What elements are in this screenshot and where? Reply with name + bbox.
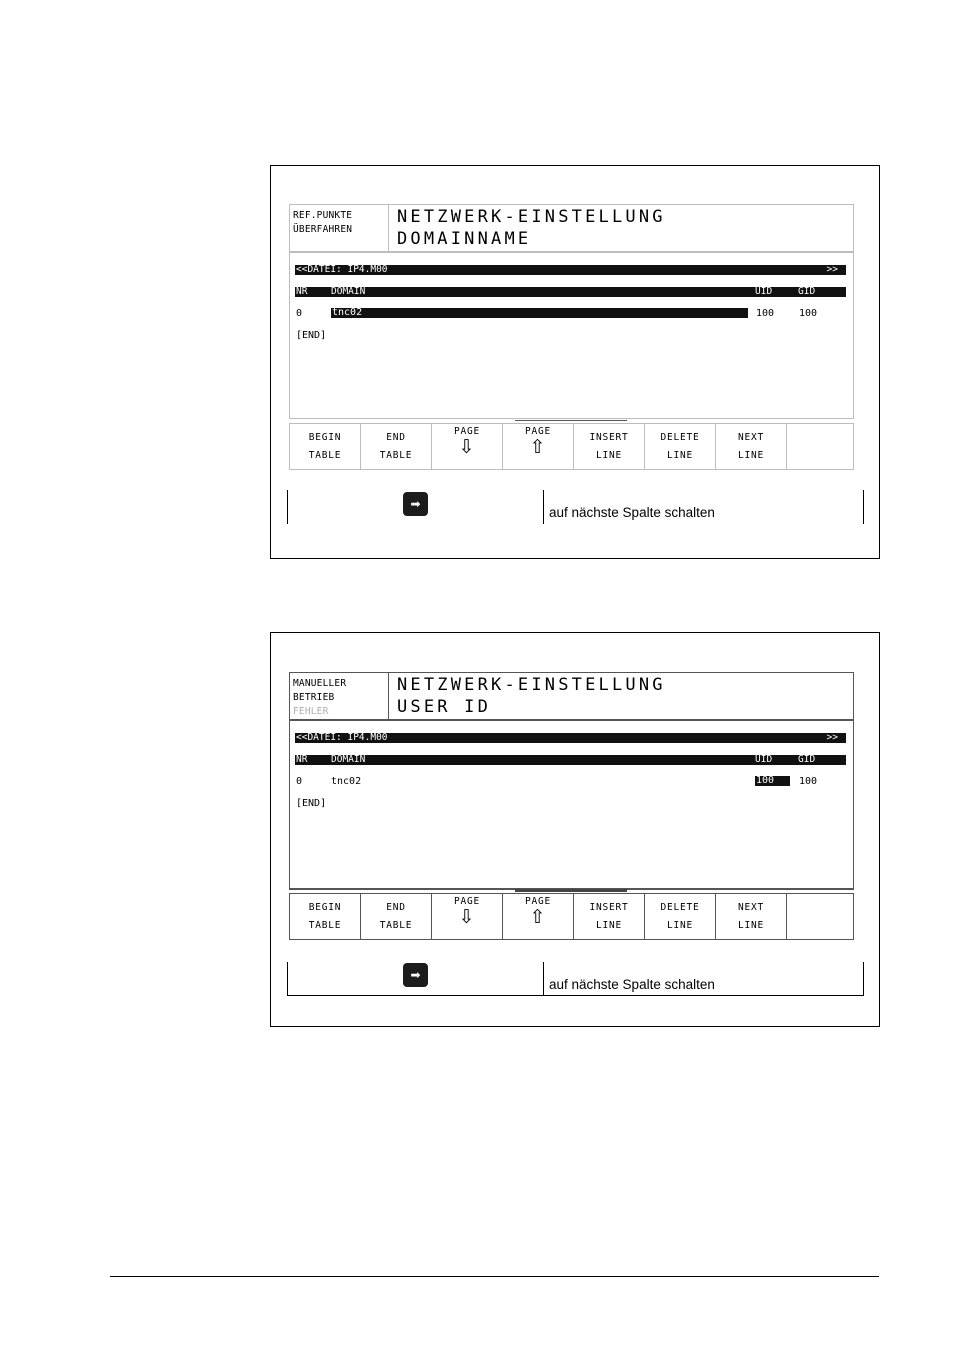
end-marker: [END] [296,330,327,341]
softkey-label: LINE [666,920,694,931]
arrow-right-key-icon: ➡ [403,492,428,516]
softkey-label: TABLE [308,920,342,931]
softkey-label: TABLE [379,450,413,461]
screen-header [289,204,854,252]
arrow-down-icon: ⇩ [458,906,476,928]
softkey-label: LINE [666,450,694,461]
softkey-label: LINE [737,450,765,461]
screen-title [397,206,666,250]
tnc-screen [289,672,853,940]
col-gid: GID [798,754,816,765]
softkey-end-table[interactable] [361,894,432,939]
softkey-delete-line[interactable] [645,424,716,469]
arrow-down-icon: ⇩ [458,436,476,458]
title-line: USER ID [397,697,492,717]
softkey-delete-line[interactable] [645,894,716,939]
softkey-begin-table[interactable] [290,424,361,469]
file-bar [295,733,846,743]
softkey-row [289,893,854,940]
cell-gid[interactable]: 100 [799,308,818,319]
softkey-label: BEGIN [308,902,342,913]
softkey-label: DELETE [660,902,700,913]
mode-line: REF.PUNKTE [293,210,353,221]
column-header-bar [295,287,846,297]
softkey-label: BEGIN [308,432,342,443]
cell-domain[interactable]: tnc02 [331,776,362,787]
cell-uid[interactable]: 100 [756,308,775,319]
col-uid: UID [755,754,773,765]
softkey-empty[interactable] [787,424,853,469]
softkey-label: NEXT [737,432,765,443]
softkey-row [289,423,854,470]
softkey-label: PAGE [453,896,481,907]
softkey-page-down[interactable] [432,424,503,469]
softkey-end-table[interactable] [361,424,432,469]
help-row [287,490,863,524]
table-area [289,252,854,419]
col-uid: UID [755,286,773,297]
softkey-label: LINE [595,920,623,931]
end-marker: [END] [296,798,327,809]
cell-domain-selected[interactable]: tnc02 [331,308,748,318]
title-line: NETZWERK-EINSTELLUNG [397,675,666,695]
help-text: auf nächste Spalte schalten [549,505,715,520]
file-bar [295,265,846,275]
softkey-page-up[interactable] [503,894,574,939]
softkey-label: PAGE [453,426,481,437]
col-domain: DOMAIN [331,286,366,297]
col-gid: GID [798,286,816,297]
softkey-label: LINE [595,450,623,461]
scroll-right-indicator[interactable]: >> [826,732,838,743]
softkey-label: INSERT [589,902,629,913]
softkey-label: LINE [737,920,765,931]
mode-line: ÜBERFAHREN [293,224,353,235]
softkey-begin-table[interactable] [290,894,361,939]
softkey-label: END [386,432,406,443]
title-line: NETZWERK-EINSTELLUNG [397,207,666,227]
softkey-label: PAGE [524,426,552,437]
screen-header [289,672,854,720]
cell-gid[interactable]: 100 [799,776,818,787]
scroll-right-indicator[interactable]: >> [826,264,838,275]
mode-line: MANUELLER [293,678,347,689]
screen-title [397,674,666,718]
mode-line: BETRIEB [293,692,335,703]
softkey-insert-line[interactable] [574,424,645,469]
cell-uid-selected[interactable]: 100 [755,776,790,786]
arrow-up-icon: ⇧ [529,906,547,928]
softkey-label: TABLE [308,450,342,461]
page-footer-rule [110,1276,879,1277]
softkey-next-line[interactable] [716,894,787,939]
softkey-label: END [386,902,406,913]
col-domain: DOMAIN [331,754,366,765]
figure-user-id [270,632,880,1027]
tnc-screen [289,204,853,472]
arrow-up-icon: ⇧ [529,436,547,458]
softkey-label: INSERT [589,432,629,443]
softkey-page-down[interactable] [432,894,503,939]
softkey-page-up[interactable] [503,424,574,469]
softkey-label: TABLE [379,920,413,931]
softkey-label: DELETE [660,432,700,443]
softkey-label: PAGE [524,896,552,907]
figure-domainname [270,165,880,559]
column-header-bar [295,755,846,765]
cell-nr: 0 [296,776,303,787]
table-area [289,720,854,889]
help-text: auf nächste Spalte schalten [549,977,715,992]
arrow-right-key-icon: ➡ [403,963,428,987]
error-indicator: FEHLER [293,706,329,717]
operating-mode [293,677,346,719]
softkey-insert-line[interactable] [574,894,645,939]
title-line: DOMAINNAME [397,229,532,249]
cell-nr: 0 [296,308,303,319]
softkey-empty[interactable] [787,894,853,939]
col-nr: NR [296,754,308,765]
softkey-next-line[interactable] [716,424,787,469]
operating-mode [293,209,352,237]
help-row [287,962,863,996]
col-nr: NR [296,286,308,297]
file-name: <<DATEI: IP4.M00 [296,264,388,275]
file-name: <<DATEI: IP4.M00 [296,732,388,743]
softkey-label: NEXT [737,902,765,913]
